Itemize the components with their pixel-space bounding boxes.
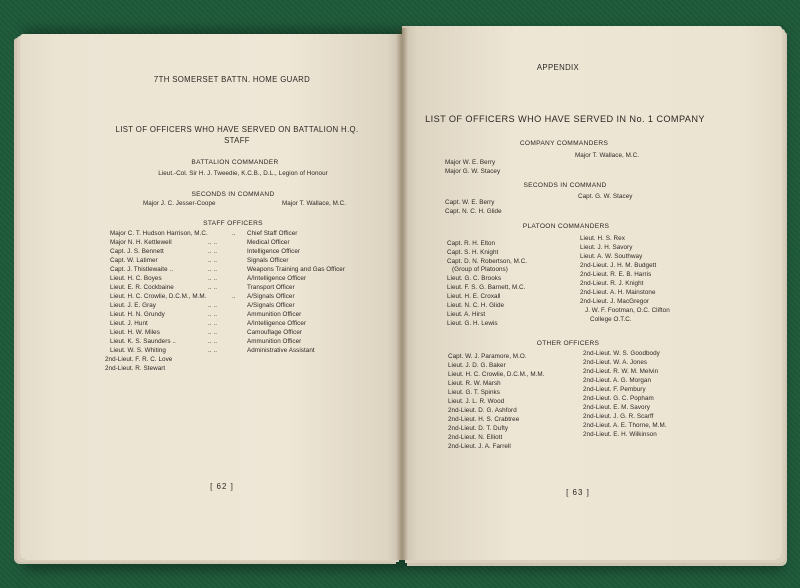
company-left-2: Major G. W. Stacey [445, 168, 501, 175]
staff-role: Weapons Training and Gas Officer [247, 266, 345, 273]
staff-sep: .. .. [208, 239, 217, 246]
staff-name: Capt. J. Thistlewaite .. [110, 266, 174, 273]
list-item: Lieut. A. W. Southway [580, 253, 643, 260]
list-item: 2nd-Lieut. W. A. Jones [583, 359, 648, 366]
list-item: 2nd-Lieut. A. E. Thorne, M.M. [583, 422, 667, 429]
company-commanders-heading: COMPANY COMMANDERS [519, 140, 609, 147]
list-item: 2nd-Lieut. G. C. Popham [583, 395, 654, 402]
staff-sep: .. .. [208, 338, 217, 345]
right-title: LIST OF OFFICERS WHO HAVE SERVED IN No. 1 COMPANY [425, 114, 705, 124]
staff-role: Ammunition Officer [247, 338, 302, 345]
list-item: 2nd-Lieut. R. E. B. Harris [580, 271, 652, 278]
staff-sep: .. .. [208, 329, 217, 336]
list-item: 2nd-Lieut. R. J. Knight [580, 280, 644, 287]
company-left-1: Major W. E. Berry [445, 159, 496, 166]
staff-name: Major N. H. Kettlewell [110, 239, 172, 246]
list-item: 2nd-Lieut. E. M. Savory [583, 404, 650, 411]
staff-role: A/Signals Officer [247, 293, 295, 300]
list-item: Lieut. G. T. Spinks [448, 389, 500, 396]
staff-name: Lieut. W. S. Whiting [110, 347, 166, 354]
staff-name: Capt. W. Latimer [110, 257, 158, 264]
staff-role: Ammunition Officer [247, 311, 302, 318]
list-item: Lieut. A. Hirst [447, 311, 486, 318]
list-item: 2nd-Lieut. F. Pembury [583, 386, 646, 393]
list-item: 2nd-Lieut. R. W. M. Melvin [583, 368, 659, 375]
staff-name: Lieut. J. E. Gray [110, 302, 156, 309]
staff-name: Lieut. K. S. Saunders .. [110, 338, 176, 345]
list-item: (Group of Platoons) [452, 266, 508, 273]
staff-sep: .. .. [208, 311, 217, 318]
list-item: J. W. F. Footman, O.C. Clifton [585, 307, 670, 314]
list-item: Capt. R. H. Elton [447, 240, 496, 247]
staff-sep: .. .. [208, 284, 217, 291]
list-item: Lieut. N. C. H. Glide [447, 302, 505, 309]
staff-name: Lieut. E. R. Cockbaine [110, 284, 174, 291]
staff-sep: .. .. [208, 347, 217, 354]
left-second-a: Major J. C. Jesser-Coope [143, 200, 216, 207]
list-item: 2nd-Lieut. N. Elliott [448, 434, 503, 441]
left-seconds-heading: SECONDS IN COMMAND [191, 191, 275, 198]
list-item: 2nd-Lieut. J. G. R. Scarff [583, 413, 654, 420]
staff-role: Chief Staff Officer [247, 230, 298, 237]
list-item: Lieut. J. D. G. Baker [448, 362, 506, 369]
staff-name: Lieut. H. W. Miles [110, 329, 160, 336]
list-item: 2nd-Lieut. J. A. Farrell [448, 443, 511, 450]
left-second-b: Major T. Wallace, M.C. [282, 200, 347, 207]
second-right-1: Capt. G. W. Stacey [578, 193, 633, 200]
staff-sep: .. [232, 230, 236, 237]
book-gutter [396, 28, 408, 560]
staff-name: Major C. T. Hudson Harrison, M.C. [110, 230, 208, 237]
list-item: Lieut. F. S. G. Barnett, M.C. [447, 284, 526, 291]
left-running-head: 7TH SOMERSET BATTN. HOME GUARD [153, 75, 311, 84]
list-item: Lieut. H. E. Croxall [447, 293, 501, 300]
other-officers-heading: OTHER OFFICERS [536, 340, 600, 347]
list-item: Lieut. J. H. Savory [580, 244, 633, 251]
staff-name: 2nd-Lieut. F. R. C. Love [105, 356, 173, 363]
list-item: 2nd-Lieut. D. T. Dufty [448, 425, 509, 432]
staff-name: Lieut. J. Hunt [110, 320, 148, 327]
left-title-line2: STAFF [224, 136, 250, 145]
battalion-commander-heading: BATTALION COMMANDER [191, 159, 279, 166]
staff-role: Medical Officer [247, 239, 290, 246]
right-running-head: APPENDIX [536, 63, 580, 72]
staff-officers-heading: STAFF OFFICERS [203, 220, 263, 227]
list-item: Lieut. J. L. R. Wood [448, 398, 505, 405]
staff-sep: .. .. [208, 320, 217, 327]
list-item: Lieut. H. S. Rex [580, 235, 625, 242]
list-item: Lieut. R. W. Marsh [448, 380, 501, 387]
staff-name: Lieut. H. C. Crowlie, D.C.M., M.M. [110, 293, 207, 300]
staff-role: Administrative Assistant [247, 347, 315, 354]
staff-sep: .. .. [208, 257, 217, 264]
left-title-line1: LIST OF OFFICERS WHO HAVE SERVED ON BATTALION H.Q. [115, 125, 359, 134]
staff-name: Lieut. H. N. Grundy [110, 311, 165, 318]
right-seconds-heading: SECONDS IN COMMAND [523, 182, 607, 189]
list-item: 2nd-Lieut. D. G. Ashford [448, 407, 517, 414]
list-item: Lieut. H. C. Crowlie, D.C.M., M.M. [448, 371, 545, 378]
second-left-1: Capt. W. E. Berry [445, 199, 495, 206]
list-item: College O.T.C. [590, 316, 632, 323]
staff-name: Capt. J. S. Bennett [110, 248, 164, 255]
platoon-commanders-heading: PLATOON COMMANDERS [522, 223, 610, 230]
list-item: 2nd-Lieut. A. H. Mainstone [580, 289, 656, 296]
list-item: 2nd-Lieut. J. MacGregor [580, 298, 650, 305]
battalion-commander: Lieut.-Col. Sir H. J. Tweedie, K.C.B., D.L., Legion of Honour [158, 170, 328, 177]
list-item: Lieut. G. H. Lewis [447, 320, 498, 327]
list-item: Capt. W. J. Paramore, M.O. [448, 353, 527, 360]
list-item: Capt. D. N. Robertson, M.C. [447, 258, 528, 265]
staff-sep: .. .. [208, 248, 217, 255]
list-item: 2nd-Lieut. E. H. Wilkinson [583, 431, 657, 438]
staff-role: Intelligence Officer [247, 248, 301, 255]
staff-role: Signals Officer [247, 257, 289, 264]
list-item: 2nd-Lieut. A. G. Morgan [583, 377, 652, 384]
staff-name: 2nd-Lieut. R. Stewart [105, 365, 166, 372]
left-page-number: [ 62 ] [210, 482, 234, 491]
staff-name: Lieut. H. C. Boyes [110, 275, 162, 282]
staff-role: Transport Officer [247, 284, 295, 291]
staff-sep: .. .. [208, 275, 217, 282]
staff-role: Camouflage Officer [247, 329, 303, 336]
staff-sep: .. [232, 293, 236, 300]
staff-sep: .. .. [208, 266, 217, 273]
second-left-2: Capt. N. C. H. Glide [445, 208, 502, 215]
list-item: 2nd-Lieut. W. S. Goodbody [583, 350, 660, 357]
staff-sep: .. .. [208, 302, 217, 309]
right-page-number: [ 63 ] [566, 488, 590, 497]
list-item: 2nd-Lieut. J. H. M. Budgett [580, 262, 657, 269]
staff-role: A/Signals Officer [247, 302, 295, 309]
list-item: Capt. S. H. Knight [447, 249, 499, 256]
staff-role: A/Intelligence Officer [247, 275, 307, 282]
list-item: 2nd-Lieut. H. S. Crabtree [448, 416, 520, 423]
staff-role: A/Intelligence Officer [247, 320, 307, 327]
company-right-1: Major T. Wallace, M.C. [575, 152, 640, 159]
list-item: Lieut. G. C. Brooks [447, 275, 502, 282]
